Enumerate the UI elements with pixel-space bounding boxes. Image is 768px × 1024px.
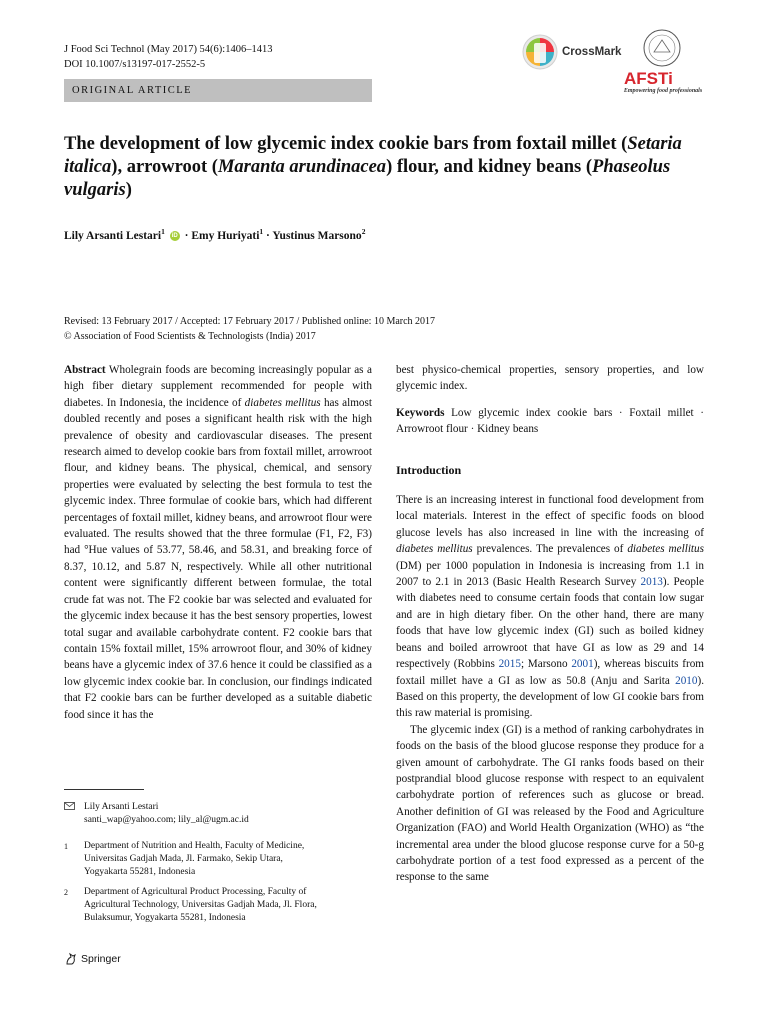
- intro-text: ). Based on this property, the development of low GI cookie bars from this raw material is promising.: [396, 674, 704, 720]
- affiliation-line: Agricultural Technology, Universitas Gadjah Mada, Jl. Flora,: [84, 900, 317, 910]
- intro-text: (DM) per 1000 population in Indonesia is increasing from 1.1 in 2007 to 2.1 in 2013 (Basic Health Research Survey: [396, 559, 704, 589]
- citation-link[interactable]: 2015: [498, 658, 521, 671]
- journal-citation: [64, 42, 272, 72]
- afst-seal-icon: [618, 28, 708, 88]
- author-name[interactable]: Yustinus Marsono: [272, 229, 362, 242]
- publication-dates: [64, 314, 435, 344]
- affiliation-line: Yogyakarta 55281, Indonesia: [84, 867, 196, 877]
- contact-email[interactable]: santi_wap@yahoo.com; lily_al@ugm.ac.id: [84, 815, 249, 825]
- title-text: ) flour, and kidney beans (: [386, 157, 593, 177]
- title-text: ): [125, 180, 132, 200]
- keywords-text: Low glycemic index cookie bars · Foxtail millet · Arrowroot flour · Kidney beans: [396, 406, 704, 436]
- intro-italic: diabetes mellitus: [396, 543, 473, 556]
- journal-name-line: J Food Sci Technol (May 2017) 54(6):1406–1413: [64, 44, 273, 55]
- abstract-italic: diabetes mellitus: [244, 396, 321, 409]
- affiliation-marker: 1: [161, 227, 165, 236]
- affiliation-marker: 1: [259, 227, 264, 236]
- section-heading-introduction: Introduction: [396, 462, 462, 477]
- doi-line: DOI 10.1007/s13197-017-2552-5: [64, 59, 206, 70]
- affiliation-line: Bulaksumur, Yogyakarta 55281, Indonesia: [84, 913, 246, 923]
- abstract-continuation: best physico-chemical properties, sensory properties, and low glycemic index.: [396, 364, 704, 393]
- right-column: [396, 362, 704, 886]
- afst-logo-text: AFSTi: [624, 69, 673, 88]
- footnote-divider: [64, 789, 144, 790]
- crossmark-badge[interactable]: [522, 34, 621, 70]
- affiliation-number: 2: [64, 888, 68, 897]
- title-species: Phaseolus vulgaris: [64, 157, 671, 200]
- author-separator: ·: [181, 229, 192, 242]
- keywords-label: Keywords: [396, 406, 445, 419]
- intro-text: ; Marsono: [520, 658, 572, 671]
- afst-logo: [618, 28, 708, 98]
- title-species: Setaria italica: [64, 134, 682, 177]
- title-species: Maranta arundinacea: [217, 157, 387, 177]
- citation-link[interactable]: 2013: [640, 576, 663, 589]
- envelope-icon: [64, 801, 84, 827]
- corresponding-author: [64, 801, 249, 827]
- abstract-body: Wholegrain foods are becoming increasingly popular as a high fiber dietary supplement recommended for people with diabetes. In Indonesia, the incidence of: [64, 364, 372, 409]
- contact-name: Lily Arsanti Lestari: [84, 802, 159, 812]
- paper-title: [64, 133, 704, 202]
- affiliation-1: [64, 840, 304, 879]
- intro-text: There is an increasing interest in functional food development from local materials. Interest in the effect of specific foods on blood glucose levels has also increased in line with the increasing of: [396, 494, 704, 539]
- author-name[interactable]: Emy Huriyati: [191, 229, 260, 242]
- title-text: ), arrowroot (: [111, 157, 218, 177]
- affiliation-2: [64, 886, 317, 925]
- abstract-column: [64, 362, 372, 723]
- copyright-line: © Association of Food Scientists & Technologists (India) 2017: [64, 331, 316, 342]
- intro-paragraph: The glycemic index (GI) is a method of ranking carbohydrates in foods on the basis of the blood glucose response they produce for a given amount of carbohydrate. The GI ranks foods based on their postprandial blood glucose response with respect to an equivalent carbohydrate portion of references such as glucose or bread. Another definition of GI was released by the Food and Agriculture Organization (FAO) and World Health Organization (WHO) as “the incremental area under the blood glucose response curve for a 50-g carbohydrate portion of a test food expressed as a percent of the response to the same: [396, 723, 704, 884]
- publisher-logo: [64, 952, 121, 966]
- afst-tagline: Empowering food professionals: [623, 88, 703, 94]
- crossmark-label: CrossMark: [562, 46, 622, 58]
- history-dates: Revised: 13 February 2017 / Accepted: 17 February 2017 / Published online: 10 March 2017: [64, 316, 436, 327]
- abstract-text: [64, 362, 372, 723]
- affiliation-marker: 2: [361, 227, 366, 236]
- article-type-badge: ORIGINAL ARTICLE: [64, 79, 372, 102]
- intro-text: ). People with diabetes need to consume certain foods that contain low sugar and are in high dietary fiber. On the other hand, there are many foods that have low glycemic index (GI) such as boiled kidney beans and boiled arrowroot that have GI as low as 29 and 14 respectively (Robbins: [396, 576, 704, 671]
- affiliation-line: Department of Agricultural Product Processing, Faculty of: [84, 887, 307, 897]
- author-name[interactable]: Lily Arsanti Lestari: [64, 229, 162, 242]
- intro-text: ), whereas biscuits from foxtail millet have a GI as low as 50.8 (Anju and Sarita: [396, 658, 705, 687]
- intro-text: prevalences. The prevalences of: [472, 543, 628, 556]
- affiliation-number: 1: [64, 842, 68, 851]
- abstract-label: Abstract: [64, 364, 106, 376]
- title-text: The development of low glycemic index cookie bars from foxtail millet (: [64, 134, 628, 154]
- springer-horse-icon: [64, 952, 78, 966]
- affiliation-line: Department of Nutrition and Health, Faculty of Medicine,: [84, 841, 305, 851]
- crossmark-icon: [522, 34, 558, 70]
- citation-link[interactable]: 2010: [675, 674, 698, 687]
- keywords: [396, 405, 704, 438]
- orcid-icon[interactable]: iD: [171, 233, 178, 240]
- author-separator: ·: [263, 229, 273, 242]
- affiliation-line: Universitas Gadjah Mada, Jl. Farmako, Sekip Utara,: [84, 854, 283, 864]
- publisher-name: Springer: [81, 953, 121, 965]
- abstract-body: has almost doubled recently and poses a significant health risk with the high prevalence of obesity and cardiovascular diseases. The present research aimed to develop cookie bars from foxtail millet, arrowroot flour, and kidney beans. The physical, chemical, and sensory properties were evaluated by selecting the best formula to test the glycemic index. Three formulae of cookie bars, which had different percentages of foxtail millet, kidney beans, and arrowroot flour were evaluated. The results showed that the three formulae (F1, F2, F3) had °Hue values of 53.77, 58.46, and 58.31, and breaking force of 8.37, 10.12, and 5.87 N, respectively. While all other nutritional content were significantly different between formulae, the total crude fat was not. The F2 cookie bar was selected and evaluated for the glycemic index because it has the best sensory properties, lowest total sugar and available carbohydrate content. F2 cookie bars that contain 15% foxtail millet, 15% arrowroot flour, and 30% of kidney beans have a glycemic index of 37.6 hence it could be classified as a low glycemic index cookie bar. In conclusion, our findings indicated that F2 cookie bars can be further developed as a suitable diabetic food since it has the: [64, 396, 372, 721]
- intro-paragraph: [396, 492, 704, 722]
- citation-link[interactable]: 2001: [571, 658, 594, 671]
- intro-italic: diabetes mellitus: [627, 543, 704, 556]
- author-list: [64, 227, 365, 242]
